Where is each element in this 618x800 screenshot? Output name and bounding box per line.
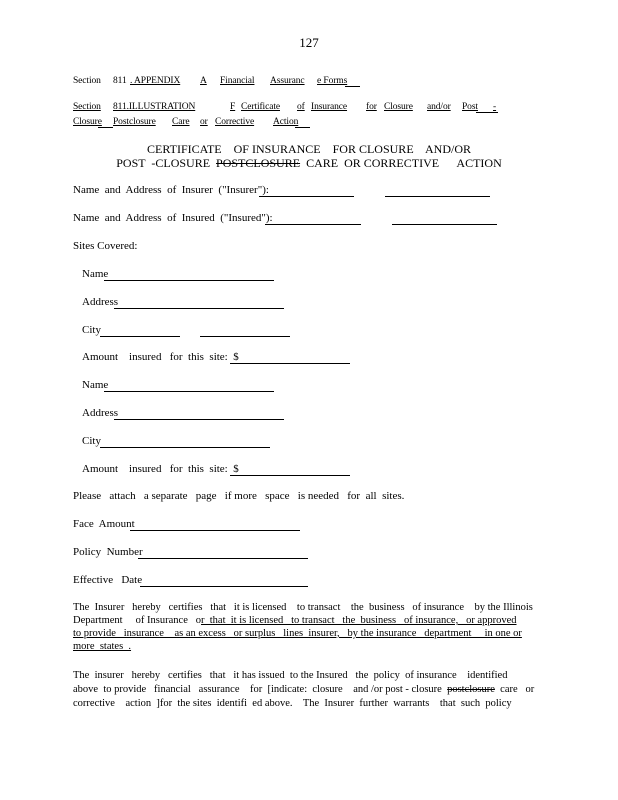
- header2-andor: and/or: [427, 102, 451, 112]
- header-appendix: . APPENDIX: [130, 76, 181, 86]
- header2-insurance: Insurance: [311, 102, 348, 112]
- site1-address-field[interactable]: [114, 308, 284, 309]
- licensing-line-2-plain: Department of Insurance o: [73, 615, 201, 626]
- header3-underline-gap: [98, 127, 113, 128]
- issuance-line-2-struck: postclosure: [447, 684, 495, 695]
- insured-address-field[interactable]: [392, 224, 497, 225]
- header-appendix-letter: A: [200, 76, 207, 86]
- sites-covered-label: Sites Covered:: [73, 240, 138, 252]
- effective-date-label: Effective Date: [73, 574, 143, 586]
- header3-care: Care: [172, 117, 190, 127]
- certificate-title-line-2: [0, 156, 618, 171]
- insurer-address-field[interactable]: [385, 196, 490, 197]
- site1-address-label: Address: [82, 296, 119, 308]
- policy-number-label: Policy Number: [73, 546, 143, 558]
- header-financial: Financial: [220, 76, 255, 86]
- header3-action: Action: [273, 117, 299, 127]
- header2-certificate: Certificate: [241, 102, 280, 112]
- issuance-line-2-pre: above to provide financial assurance for [indicate: closure and /or post - closure: [73, 684, 448, 695]
- header3-corrective: Corrective: [215, 117, 255, 127]
- header2-post: Post: [462, 102, 478, 112]
- licensing-line-2-underlined: r that it is licensed to transact the business of insurance, or approved: [201, 615, 517, 626]
- page-number: 127: [299, 35, 319, 50]
- header-underline-tail: [345, 86, 360, 87]
- site1-name-label: Name: [82, 268, 109, 280]
- header2-illustration: 811.ILLUSTRATION: [113, 102, 196, 112]
- header-section-label: Section: [73, 76, 101, 86]
- site2-amount-field[interactable]: [230, 475, 350, 476]
- header3-underline-tail: [295, 127, 310, 128]
- header3-or: or: [200, 117, 208, 127]
- header2-dash: -: [493, 102, 497, 112]
- header3-closure: Closure: [73, 117, 102, 127]
- header2-underline-tail: [476, 112, 498, 113]
- issuance-line-2-post: care or: [494, 684, 535, 695]
- site2-amount-label: Amount insured for this site: $: [82, 463, 239, 475]
- header2-section-label: Section: [73, 102, 101, 112]
- header2-of: of: [297, 102, 305, 112]
- header-section-number: 811: [113, 76, 127, 86]
- face-amount-field[interactable]: [130, 530, 300, 531]
- header2-illustration-letter: F: [230, 102, 236, 112]
- insured-label: Name and Address of Insured ("Insured"):: [73, 212, 273, 224]
- licensing-line-3: to provide insurance as an excess or surplus lines insurer, by the insurance department in one or: [73, 628, 522, 639]
- site2-name-label: Name: [82, 379, 109, 391]
- site2-name-field[interactable]: [104, 391, 274, 392]
- effective-date-field[interactable]: [140, 586, 308, 587]
- insurer-label: Name and Address of Insurer ("Insurer"):: [73, 184, 269, 196]
- title-care-or-corrective-action: CARE OR CORRECTIVE ACTION: [300, 156, 502, 170]
- site1-city-field[interactable]: [100, 336, 180, 337]
- title-struck-postclosure: POSTCLOSURE: [216, 156, 301, 170]
- site1-city-label: City: [82, 324, 101, 336]
- licensing-line-1: The Insurer hereby certifies that it is licensed to transact the business of insurance by the Illinois: [73, 602, 533, 613]
- header-forms: e Forms: [317, 76, 348, 86]
- licensing-line-2: [73, 615, 517, 626]
- issuance-line-2: [73, 684, 534, 695]
- issuance-line-1: The insurer hereby certifies that it has issued to the Insured the policy of insurance identified: [73, 670, 508, 681]
- site1-name-field[interactable]: [104, 280, 274, 281]
- header3-postclosure: Postclosure: [113, 117, 156, 127]
- licensing-line-4: more states .: [73, 641, 132, 652]
- title-post-closure: POST -CLOSURE: [116, 156, 217, 170]
- policy-number-field[interactable]: [138, 558, 308, 559]
- header-assurance: Assuranc: [270, 76, 305, 86]
- site2-city-label: City: [82, 435, 101, 447]
- issuance-line-3: corrective action ]for the sites identifi ed above. The Insurer further warrants that such policy: [73, 698, 512, 709]
- site2-address-field[interactable]: [114, 419, 284, 420]
- insured-name-field[interactable]: [265, 224, 361, 225]
- header2-closure: Closure: [384, 102, 413, 112]
- site2-city-field[interactable]: [100, 447, 270, 448]
- insurer-name-field[interactable]: [259, 196, 354, 197]
- site1-state-field[interactable]: [200, 336, 290, 337]
- certificate-title-line-1: CERTIFICATE OF INSURANCE FOR CLOSURE AND/OR: [147, 142, 471, 156]
- site2-address-label: Address: [82, 407, 119, 419]
- header2-for: for: [366, 102, 377, 112]
- attach-page-note: Please attach a separate page if more space is needed for all sites.: [73, 490, 405, 502]
- site1-amount-label: Amount insured for this site: $: [82, 351, 239, 363]
- site1-amount-field[interactable]: [230, 363, 350, 364]
- face-amount-label: Face Amount: [73, 518, 135, 530]
